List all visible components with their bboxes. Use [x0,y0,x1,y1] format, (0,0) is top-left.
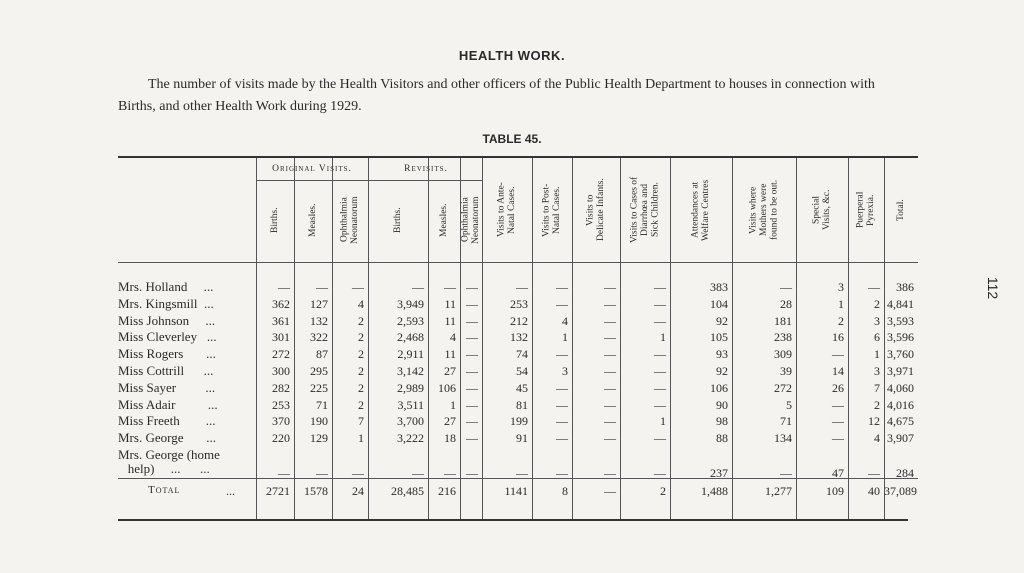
table-cell: — [466,414,478,429]
table-cell: 2 [358,397,364,412]
table-cell: 1 [660,330,666,345]
table-cell: — [278,280,290,294]
column-header: Ophthalmia Neonatorum [339,196,360,244]
table-cell: 74 [516,347,528,362]
table-cell: 132 [510,330,528,345]
table-cell: 11 [444,347,456,362]
table-cell: 7 [874,380,880,395]
row-name: Miss Sayer ... [118,379,216,395]
table-cell: — [654,466,666,480]
table-cell: — [466,431,478,446]
total-cell: 1,277 [765,484,792,498]
table-cell: 3,760 [887,347,914,362]
table-cell: 18 [444,431,456,446]
table-cell: 92 [716,364,728,378]
table-cell: — [604,397,616,412]
table-cell: — [604,431,616,446]
table-cell: 2 [358,330,364,345]
table-cell: — [516,466,528,480]
table-cell: 4,675 [887,414,914,429]
group-header-revisits: Revisits. [404,164,448,174]
table-cell: — [466,330,478,345]
row-name: Miss Rogers ... [118,346,216,362]
column-header: Visits to Ante- Natal Cases. [496,182,517,238]
table-cell: — [832,414,844,429]
table-cell: — [444,280,456,294]
table-cell: 105 [710,330,728,345]
total-cell: 1,488 [701,484,728,498]
table-cell: 362 [272,296,290,311]
table-cell: 7 [358,414,364,429]
table-cell: 2 [358,347,364,362]
table-cell: 383 [710,280,728,294]
total-cell: 2721 [266,484,290,498]
table-cell: 2 [358,380,364,395]
table-cell: — [352,466,364,480]
table-cell: 71 [780,414,792,429]
table-cell: — [412,466,424,480]
table-cell: 284 [896,466,914,480]
row-name: Miss Cottrill ... [118,363,214,378]
table-cell: — [466,380,478,395]
table-cell: 14 [832,364,844,378]
table-cell: — [780,280,792,294]
table-cell: 2,593 [397,313,424,328]
table-cell: 1 [838,296,844,311]
column-header: Puerperal Pyrexia. [855,191,876,229]
table-cell: — [352,280,364,294]
column-header: Measles. [307,203,318,237]
table-cell: 4,841 [887,296,914,311]
intro-paragraph: The number of visits made by the Health Visitors and other officers of the Public Health Department to houses in connection with Births, and other Health Work during 1929. [118,77,875,114]
table-cell: 5 [786,397,792,412]
table-cell: 2 [838,313,844,328]
table-cell: — [604,330,616,345]
table-cell: 106 [438,380,456,395]
table-cell: 47 [832,466,844,480]
table-cell: — [316,466,328,480]
table-cell: 6 [874,330,880,345]
table-cell: 2 [874,397,880,412]
page-title: HEALTH WORK. [458,48,566,63]
row-name: Miss Johnson ... [118,312,216,328]
table-cell: — [466,280,478,294]
table-cell: 322 [310,330,328,345]
row-name: Mrs. George ... [118,430,216,446]
table-cell: — [832,397,844,412]
table-cell: 3,593 [887,313,914,328]
total-cell: 1578 [304,484,328,498]
total-cell: — [604,484,616,498]
table-cell: 4 [562,313,568,328]
row-name: Mrs. George (home help) ... ... [118,447,220,476]
table-cell: — [466,466,478,480]
column-header: Attendances at Welfare Centres [690,179,711,241]
table-cell: 4,016 [887,397,914,412]
column-header: Visits to Cases of Diarrhœa and Sick Children. [629,176,661,244]
table-cell: — [780,466,792,480]
table-cell: — [654,280,666,294]
table-cell: — [654,296,666,311]
column-header: Special Visits, &c. [811,189,832,231]
table-cell: — [604,466,616,480]
table-cell: 3 [562,364,568,378]
table-cell: 98 [716,414,728,429]
table-cell: 81 [516,397,528,412]
table-cell: 26 [832,380,844,395]
row-divider [256,180,482,181]
total-label: Total [148,484,181,496]
table-cell: 237 [710,466,728,480]
table-cell: — [444,466,456,480]
group-header-original: Original Visits. [272,164,352,174]
table-cell: 2 [358,313,364,328]
table-cell: — [466,364,478,378]
table-cell: — [556,414,568,429]
table-cell: 12 [868,414,880,429]
table-cell: — [832,347,844,362]
table-cell: 27 [444,414,456,429]
table-cell: 300 [272,364,290,378]
table-cell: — [604,296,616,311]
table-cell: 3 [874,364,880,378]
table-cell: 282 [272,380,290,395]
table-cell: — [654,313,666,328]
table-cell: — [278,466,290,480]
table-cell: 3,971 [887,364,914,378]
table-cell: 220 [272,431,290,446]
table-cell: 3,700 [397,414,424,429]
total-cell: 109 [826,484,844,498]
table-cell: 3,907 [887,431,914,446]
table-cell: 181 [774,313,792,328]
total-cell: 37,089 [884,484,917,498]
total-cell: 28,485 [391,484,424,498]
table-cell: 16 [832,330,844,345]
column-header: Births. [269,207,280,233]
table-cell: — [604,364,616,378]
row-divider [118,262,918,263]
table-cell: 1 [660,414,666,429]
table-cell: 199 [510,414,528,429]
table-cell: 295 [310,364,328,378]
column-header: Visits where Mothers were found to be out. [748,179,780,241]
table-cell: 4 [450,330,456,345]
table-cell: 3,222 [397,431,424,446]
table-cell: — [654,380,666,395]
table-cell: 39 [780,364,792,378]
total-cell: 216 [438,484,456,498]
table-cell: 1 [358,431,364,446]
table-cell: — [556,466,568,480]
table-cell: 3,949 [397,296,424,311]
table-cell: 309 [774,347,792,362]
table-cell: 238 [774,330,792,345]
table-cell: 1 [874,347,880,362]
table-cell: 2,989 [397,380,424,395]
page-number: 112 [985,276,1002,300]
row-name: Miss Adair ... [118,396,218,412]
table-cell: — [466,296,478,311]
table-cell: 127 [310,296,328,311]
table-cell: 132 [310,313,328,328]
table-cell: — [316,280,328,294]
table-cell: — [654,347,666,362]
table-cell: 190 [310,414,328,429]
table-cell: — [832,431,844,446]
table-cell: — [654,364,666,378]
table-cell: 104 [710,296,728,311]
table-cell: — [556,397,568,412]
row-name: Miss Cleverley ... [118,329,217,345]
column-header: Ophthalmia Neonatorum [460,196,481,244]
total-dots: ... [226,484,235,498]
table-cell: — [466,313,478,328]
table-cell: 90 [716,397,728,412]
table-cell: — [412,280,424,294]
table-cell: 4,060 [887,380,914,395]
table-cell: 272 [272,347,290,362]
column-header: Visits to Delicate Infants. [585,178,606,242]
table-cell: 1 [450,397,456,412]
column-header: Births. [392,207,403,233]
table-cell: 27 [444,364,456,378]
table-cell: 4 [874,431,880,446]
column-header: Total. [895,199,906,221]
table-cell: — [604,414,616,429]
table-cell: 253 [272,397,290,412]
table-cell: 225 [310,380,328,395]
table-cell: 45 [516,380,528,395]
table-cell: 212 [510,313,528,328]
table-cell: — [556,380,568,395]
row-name: Miss Freeth ... [118,413,216,429]
table-cell: 87 [316,347,328,362]
table-cell: 253 [510,296,528,311]
column-header: Measles. [438,203,449,237]
total-cell: 8 [562,484,568,498]
table-cell: 1 [562,330,568,345]
total-cell: 24 [352,484,364,498]
table-cell: — [654,431,666,446]
table-cell: — [604,347,616,362]
table-cell: 28 [780,296,792,311]
table-cell: — [654,397,666,412]
table-cell: 3,596 [887,330,914,345]
total-cell: 40 [868,484,880,498]
table-cell: 4 [358,296,364,311]
total-cell: 1141 [504,484,528,498]
table-cell: — [556,431,568,446]
table-cell: 93 [716,347,728,362]
table-cell: — [556,296,568,311]
table-cell: 3,142 [397,364,424,378]
table-cell: 11 [444,313,456,328]
table-cell: 301 [272,330,290,345]
table-cell: — [868,466,880,480]
table-cell: 3,511 [397,397,424,412]
table-cell: — [604,313,616,328]
table-cell: 129 [310,431,328,446]
table-cell: 370 [272,414,290,429]
table-cell: — [604,280,616,294]
table-cell: 71 [316,397,328,412]
total-cell: 2 [660,484,666,498]
visits-table [118,158,918,519]
row-name: Mrs. Holland ... [118,279,214,294]
table-cell: 134 [774,431,792,446]
table-cell: 3 [874,313,880,328]
table-cell: — [556,280,568,294]
table-cell: — [556,347,568,362]
table-cell: 91 [516,431,528,446]
table-cell: 106 [710,380,728,395]
table-cell: — [604,380,616,395]
table-cell: 2 [358,364,364,378]
table-cell: 92 [716,313,728,328]
table-cell: 3 [838,280,844,294]
table-cell: — [466,347,478,362]
table-cell: — [516,280,528,294]
table-cell: 54 [516,364,528,378]
column-header: Visits to Post- Natal Cases. [541,183,562,237]
table-bottom-rule [118,519,908,521]
table-cell: 361 [272,313,290,328]
table-cell: — [868,280,880,294]
table-cell: 272 [774,380,792,395]
table-label: TABLE 45. [482,132,542,146]
table-cell: 2,468 [397,330,424,345]
table-cell: 386 [896,280,914,294]
table-cell: — [466,397,478,412]
table-cell: 88 [716,431,728,446]
table-cell: 11 [444,296,456,311]
table-cell: 2 [874,296,880,311]
row-name: Mrs. Kingsmill ... [118,295,214,311]
table-cell: 2,911 [397,347,424,362]
